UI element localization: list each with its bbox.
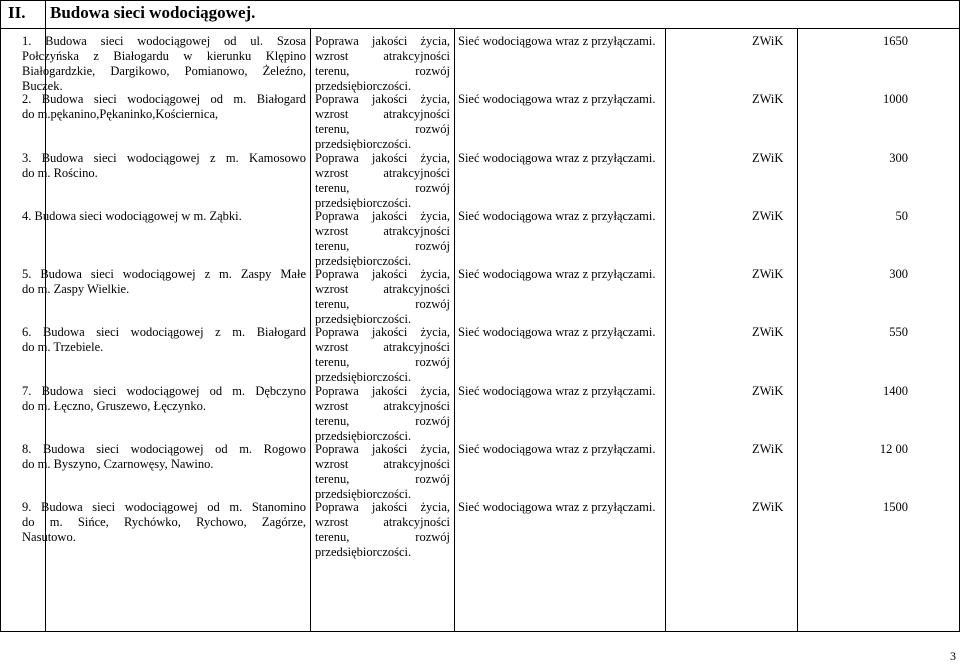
goal-line: terenu, rozwój	[315, 414, 450, 428]
description-text: Budowa sieci wodociągowej od m. Białogard	[41, 92, 306, 106]
goal-line: terenu, rozwój	[315, 122, 450, 136]
row-number-and-description	[22, 92, 306, 107]
goal-line: Poprawa jakości życia,	[315, 384, 450, 398]
goal-line: przedsiębiorczości.	[315, 370, 412, 384]
goal-line: Poprawa jakości życia,	[315, 34, 450, 48]
description-line	[22, 457, 306, 472]
goal-line: przedsiębiorczości.	[315, 429, 412, 443]
goal-line: Poprawa jakości życia,	[315, 267, 450, 281]
goal-line: przedsiębiorczości.	[315, 254, 412, 268]
row-number-and-description	[22, 34, 306, 49]
description-line	[22, 340, 306, 355]
row-entity: ZWiK	[752, 267, 784, 281]
description-text: Połczyńska z Białogardu w kierunku Klępino	[22, 49, 306, 63]
row-goal	[315, 442, 450, 502]
row-number-and-description	[22, 500, 306, 515]
description-text: Białogardzkie, Dargikowo, Pomianowo, Żeleźno,	[22, 64, 306, 78]
goal-line: przedsiębiorczości.	[315, 312, 412, 326]
page-number: 3	[950, 649, 956, 663]
row-number: 9.	[22, 500, 32, 514]
description-text: do m. Trzebiele.	[22, 340, 104, 354]
row-scope: Sieć wodociągowa wraz z przyłączami.	[458, 34, 656, 48]
description-text: Budowa sieci wodociągowej od m. Rogowo	[42, 442, 306, 456]
row-scope: Sieć wodociągowa wraz z przyłączami.	[458, 384, 656, 398]
column-divider-2	[310, 28, 311, 632]
row-goal	[315, 209, 450, 269]
description-text: do m. Łęczno, Gruszewo, Łęczynko.	[22, 399, 206, 413]
row-value: 1000	[883, 92, 908, 106]
row-goal	[315, 92, 450, 152]
row-number-and-description	[22, 384, 306, 399]
row-entity: ZWiK	[752, 384, 784, 398]
description-line	[22, 282, 306, 297]
goal-line: przedsiębiorczości.	[315, 137, 412, 151]
row-goal	[315, 325, 450, 385]
description-text: do m.pękanino,Pękaninko,Kościernica,	[22, 107, 219, 121]
goal-line: wzrost atrakcyjności	[315, 107, 450, 121]
row-entity: ZWiK	[752, 34, 784, 48]
goal-line: Poprawa jakości życia,	[315, 209, 450, 223]
goal-line: wzrost atrakcyjności	[315, 224, 450, 238]
row-scope: Sieć wodociągowa wraz z przyłączami.	[458, 151, 656, 165]
row-entity: ZWiK	[752, 209, 784, 223]
goal-line: wzrost atrakcyjności	[315, 340, 450, 354]
row-goal	[315, 267, 450, 327]
row-description	[22, 325, 306, 355]
row-number: 8.	[22, 442, 32, 456]
row-scope: Sieć wodociągowa wraz z przyłączami.	[458, 325, 656, 339]
row-description	[22, 500, 306, 545]
row-scope: Sieć wodociągowa wraz z przyłączami.	[458, 500, 656, 514]
section-title: Budowa sieci wodociągowej.	[50, 3, 256, 22]
row-description	[22, 151, 306, 181]
description-text: Budowa sieci wodociągowej z m. Kamosowo	[41, 151, 306, 165]
row-number-and-description	[22, 267, 306, 282]
row-description	[22, 384, 306, 414]
row-value: 50	[895, 209, 908, 223]
goal-line: Poprawa jakości życia,	[315, 442, 450, 456]
goal-line: terenu, rozwój	[315, 472, 450, 486]
description-line	[22, 49, 306, 64]
row-description	[22, 34, 306, 94]
table-bottom-border	[0, 631, 960, 632]
description-line	[22, 515, 306, 530]
row-goal	[315, 384, 450, 444]
row-scope: Sieć wodociągowa wraz z przyłączami.	[458, 92, 656, 106]
goal-line: wzrost atrakcyjności	[315, 166, 450, 180]
row-entity: ZWiK	[752, 151, 784, 165]
row-number-and-description	[22, 209, 306, 224]
goal-line: przedsiębiorczości.	[315, 545, 412, 559]
row-number: 2.	[22, 92, 32, 106]
goal-line: Poprawa jakości życia,	[315, 500, 450, 514]
goal-line: przedsiębiorczości.	[315, 196, 412, 210]
column-divider-5	[797, 28, 798, 632]
goal-line: wzrost atrakcyjności	[315, 282, 450, 296]
row-description	[22, 442, 306, 472]
description-text: do m. Rościno.	[22, 166, 98, 180]
column-divider-3	[454, 28, 455, 632]
description-text: do m. Byszyno, Czarnowęsy, Nawino.	[22, 457, 214, 471]
row-entity: ZWiK	[752, 500, 784, 514]
row-value: 12 00	[879, 442, 908, 456]
description-text: Budowa sieci wodociągowej od m. Dębczyno	[41, 384, 307, 398]
row-number-and-description	[22, 442, 306, 457]
description-text: Budowa sieci wodociągowej od ul. Szosa	[45, 34, 306, 48]
row-value: 1650	[883, 34, 908, 48]
goal-line: wzrost atrakcyjności	[315, 457, 450, 471]
description-line	[22, 64, 306, 79]
goal-line: terenu, rozwój	[315, 530, 450, 544]
header-bottom-border	[0, 28, 960, 29]
goal-line: Poprawa jakości życia,	[315, 151, 450, 165]
goal-line: terenu, rozwój	[315, 355, 450, 369]
description-text: do m. Zaspy Wielkie.	[22, 282, 130, 296]
description-text: Budowa sieci wodociągowej z m. Białogard	[42, 325, 306, 339]
row-entity: ZWiK	[752, 442, 784, 456]
row-number: 1.	[22, 34, 32, 48]
description-line	[22, 530, 306, 545]
description-text: do m. Sińce, Rychówko, Rychowo, Zagórze,	[22, 515, 306, 529]
row-number: 3.	[22, 151, 32, 165]
row-description	[22, 92, 306, 122]
goal-line: terenu, rozwój	[315, 181, 450, 195]
description-text: Buczek.	[22, 79, 63, 93]
description-line	[22, 166, 306, 181]
row-value: 300	[889, 151, 908, 165]
row-scope: Sieć wodociągowa wraz z przyłączami.	[458, 209, 656, 223]
goal-line: przedsiębiorczości.	[315, 79, 412, 93]
goal-line: Poprawa jakości życia,	[315, 92, 450, 106]
row-scope: Sieć wodociągowa wraz z przyłączami.	[458, 442, 656, 456]
goal-line: wzrost atrakcyjności	[315, 515, 450, 529]
row-number: 7.	[22, 384, 32, 398]
row-number-and-description	[22, 325, 306, 340]
row-value: 550	[889, 325, 908, 339]
row-scope: Sieć wodociągowa wraz z przyłączami.	[458, 267, 656, 281]
row-number-and-description	[22, 151, 306, 166]
goal-line: terenu, rozwój	[315, 64, 450, 78]
description-text: Budowa sieci wodociągowej w m. Ząbki.	[34, 209, 242, 223]
goal-line: terenu, rozwój	[315, 297, 450, 311]
row-goal	[315, 151, 450, 211]
table-top-border	[0, 0, 960, 1]
description-line	[22, 399, 306, 414]
row-value: 1400	[883, 384, 908, 398]
goal-line: terenu, rozwój	[315, 239, 450, 253]
row-goal	[315, 500, 450, 560]
section-number: II.	[8, 3, 26, 22]
row-value: 300	[889, 267, 908, 281]
goal-line: Poprawa jakości życia,	[315, 325, 450, 339]
description-text: Nasutowo.	[22, 530, 76, 544]
description-text: Budowa sieci wodociągowej od m. Stanomino	[40, 500, 306, 514]
row-entity: ZWiK	[752, 325, 784, 339]
goal-line: wzrost atrakcyjności	[315, 49, 450, 63]
row-description	[22, 267, 306, 297]
row-entity: ZWiK	[752, 92, 784, 106]
description-line	[22, 107, 306, 122]
row-value: 1500	[883, 500, 908, 514]
row-description	[22, 209, 306, 224]
goal-line: wzrost atrakcyjności	[315, 399, 450, 413]
row-goal	[315, 34, 450, 94]
row-number: 4.	[22, 209, 32, 223]
table-left-border	[0, 0, 1, 632]
goal-line: przedsiębiorczości.	[315, 487, 412, 501]
description-text: Budowa sieci wodociągowej z m. Zaspy Małe	[40, 267, 307, 281]
row-number: 6.	[22, 325, 32, 339]
row-number: 5.	[22, 267, 32, 281]
